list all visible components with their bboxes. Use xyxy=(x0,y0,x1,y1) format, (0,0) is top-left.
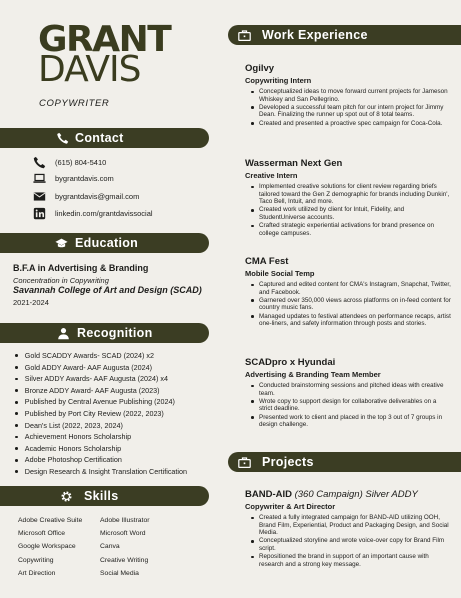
contact-title: Contact xyxy=(75,131,124,145)
skills-grid xyxy=(18,516,190,579)
list-item: Created work utilized by client for Intuit, Fidelity, and StudentUniverse accounts. xyxy=(245,206,451,221)
contact-email-text: bygrantdavis@gmail.com xyxy=(55,191,140,201)
contact-phone[interactable] xyxy=(32,155,106,169)
list-item: Adobe Photoshop Certification xyxy=(14,454,187,466)
education-degree: B.F.A in Advertising & Branding xyxy=(13,263,149,273)
list-item: Managed updates to festival attendees on performance recaps, artist one-liners, and safety information through posts and stories. xyxy=(245,313,451,328)
job-title: Advertising & Branding Team Member xyxy=(245,370,381,379)
job-company: CMA Fest xyxy=(245,256,289,267)
list-item: Achievement Honors Scholarship xyxy=(14,431,187,443)
list-item: Gold SCADDY Awards- SCAD (2024) x2 xyxy=(14,350,187,362)
laptop-icon xyxy=(32,171,46,185)
list-item: Presented work to client and placed in the top 3 out of 7 groups in design challenge. xyxy=(245,414,451,429)
list-item: Created and presented a proactive spec campaign for Coca-Cola. xyxy=(245,120,451,128)
list-item: Published by Port City Review (2022, 2023) xyxy=(14,408,187,420)
contact-linkedin-text: linkedin.com/grantdavissocial xyxy=(55,208,153,218)
job-ogilvy xyxy=(245,63,451,128)
list-item: Design Research & Insight Translation Certification xyxy=(14,466,187,478)
list-item: Captured and edited content for CMA's Instagram, Snapchat, Twitter, and Facebook. xyxy=(245,281,451,296)
job-role: COPYWRITER xyxy=(39,98,110,109)
education-years: 2021-2024 xyxy=(13,298,49,307)
skill-item: Social Media xyxy=(100,569,139,577)
first-name: GRANT xyxy=(38,19,171,60)
gear-icon xyxy=(58,488,74,504)
graduation-cap-icon xyxy=(53,235,69,251)
list-item: Conceptualized storyline and wrote voice-over copy for Brand Film script. xyxy=(245,537,451,552)
skill-item: Canva xyxy=(100,543,120,551)
list-item: Developed a successful team pitch for our intern project for Jimmy Dean. Finalizing the runner up spot out of 8 total teams. xyxy=(245,104,451,119)
skill-item: Creative Writing xyxy=(100,556,149,564)
list-item: Academic Honors Scholarship xyxy=(14,443,187,455)
list-item: Wrote copy to support design for collaborative deliverables on a strict deadline. xyxy=(245,398,451,413)
list-item: Dean's List (2022, 2023, 2024) xyxy=(14,420,187,432)
job-bullets xyxy=(245,281,451,328)
skills-title: Skills xyxy=(84,489,119,503)
list-item: Garnered over 350,000 views across platforms on in-feed content for country music fans. xyxy=(245,297,451,312)
list-item: Silver ADDY Awards- AAF Augusta (2024) x4 xyxy=(14,373,187,385)
job-bullets xyxy=(245,183,451,237)
project-subtitle: (360 Campaign) Silver ADDY xyxy=(294,489,418,500)
education-concentration: Concentration in Copywriting xyxy=(13,276,109,285)
list-item: Conceptualized ideas to move forward current projects for Jameson Whiskey and San Pellegrino. xyxy=(245,88,451,103)
job-cma-fest xyxy=(245,256,451,328)
skill-item: Art Direction xyxy=(18,569,56,577)
contact-website[interactable] xyxy=(32,171,114,185)
linkedin-icon xyxy=(32,206,46,220)
job-scadpro-hyundai xyxy=(245,357,451,429)
list-item: Implemented creative solutions for client review regarding briefs tailored toward the Gen Z demographic for brands including Dunkin', Taco Bell, Intuit, and more. xyxy=(245,183,451,206)
job-company: Ogilvy xyxy=(245,63,275,74)
contact-email[interactable] xyxy=(32,189,139,203)
phone-icon xyxy=(32,155,46,169)
list-item: Bronze ADDY Award- AAF Augusta (2023) xyxy=(14,385,187,397)
last-name: DAVIS xyxy=(38,49,141,90)
job-bullets xyxy=(245,382,451,429)
contact-linkedin[interactable] xyxy=(32,206,153,220)
skill-item: Adobe Illustrator xyxy=(100,517,150,524)
skill-item: Microsoft Word xyxy=(100,530,146,538)
email-icon xyxy=(32,189,46,203)
left-column xyxy=(0,0,220,598)
skill-item: Adobe Creative Suite xyxy=(18,517,83,524)
contact-website-text: bygrantdavis.com xyxy=(55,173,114,183)
skill-item: Google Workspace xyxy=(18,543,76,551)
project-name-text: BAND-AID xyxy=(245,489,292,500)
job-wasserman xyxy=(245,158,451,238)
education-header xyxy=(0,233,209,253)
list-item: Published by Central Avenue Publishing (2024) xyxy=(14,396,187,408)
briefcase-icon xyxy=(236,27,252,43)
education-school: Savannah College of Art and Design (SCAD) xyxy=(13,285,202,295)
phone-header-icon xyxy=(54,130,70,146)
project-band-aid xyxy=(245,489,451,569)
skills-header xyxy=(0,486,209,506)
job-company: Wasserman Next Gen xyxy=(245,158,343,169)
job-bullets xyxy=(245,88,451,127)
list-item: Repositioned the brand in support of an important cause with research and a strong key message. xyxy=(245,553,451,568)
list-item: Created a fully integrated campaign for BAND-AID utilizing OOH, Brand Film, Experiential, Product and Packaging Design, and Social Media. xyxy=(245,514,451,537)
skill-item: Microsoft Office xyxy=(18,530,66,538)
list-item: Gold ADDY Award- AAF Augusta (2024) xyxy=(14,362,187,374)
skill-item: Copywriting xyxy=(18,556,54,564)
projects-title: Projects xyxy=(262,455,314,469)
contact-phone-text: (615) 804-5410 xyxy=(55,157,107,167)
job-title: Copywriting Intern xyxy=(245,76,312,85)
contact-header xyxy=(0,128,209,148)
list-item: Crafted strategic experiential activations for brand presence on college campuses. xyxy=(245,222,451,237)
projects-header xyxy=(228,452,461,472)
recognition-title: Recognition xyxy=(77,326,153,340)
recognition-header xyxy=(0,323,209,343)
recognition-list xyxy=(14,350,187,478)
project-bullets xyxy=(245,514,451,568)
education-title: Education xyxy=(75,236,139,250)
person-icon xyxy=(55,325,71,341)
job-company: SCADpro x Hyundai xyxy=(245,357,336,368)
job-title: Creative Intern xyxy=(245,171,298,180)
project-role: Copywriter & Art Director xyxy=(245,502,336,511)
briefcase-icon xyxy=(236,454,252,470)
work-experience-title: Work Experience xyxy=(262,28,368,42)
job-title: Mobile Social Temp xyxy=(245,269,315,278)
project-name xyxy=(245,489,451,500)
work-experience-header xyxy=(228,25,461,45)
list-item: Conducted brainstorming sessions and pitched ideas with creative team. xyxy=(245,382,451,397)
